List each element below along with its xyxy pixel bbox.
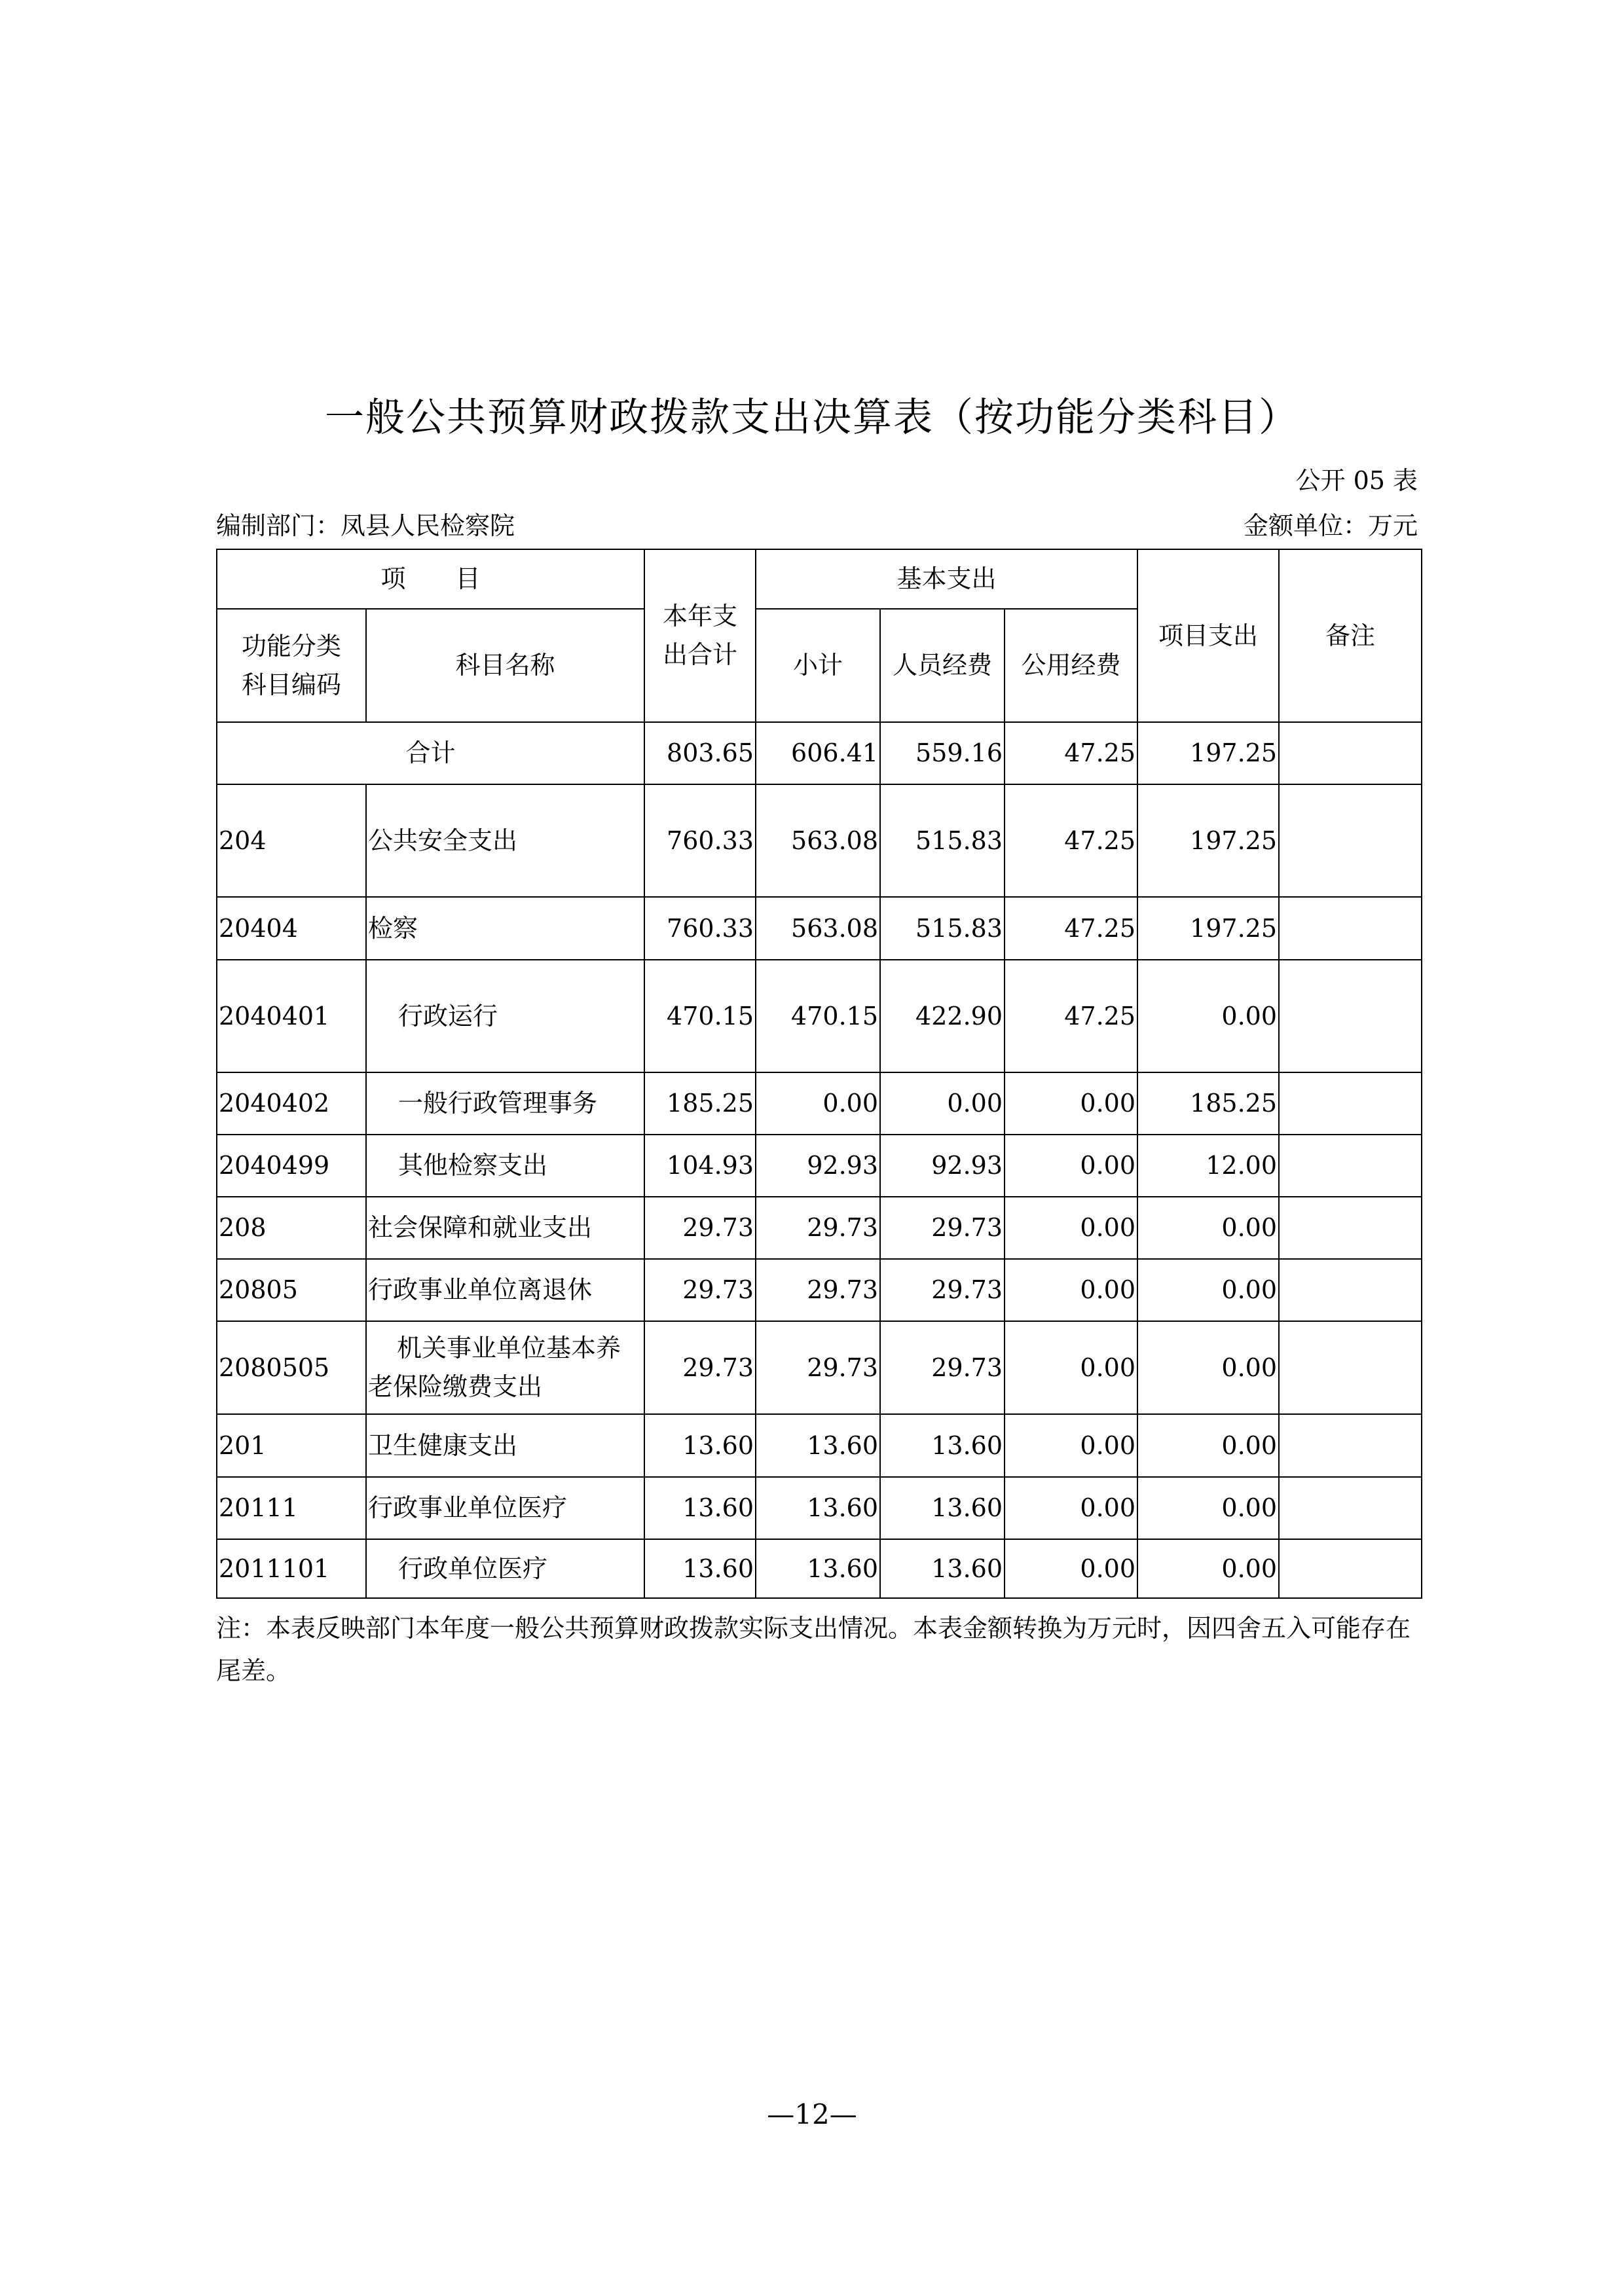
total-public: 47.25 xyxy=(1005,722,1137,784)
row-remark xyxy=(1279,960,1422,1072)
row-personnel: 0.00 xyxy=(880,1072,1005,1135)
amount-unit-label: 金额单位：万元 xyxy=(1243,511,1418,540)
row-project: 197.25 xyxy=(1137,784,1279,897)
row-personnel: 515.83 xyxy=(880,784,1005,897)
row-name: 行政事业单位医疗 xyxy=(366,1477,644,1539)
row-public: 0.00 xyxy=(1005,1477,1137,1539)
total-remark xyxy=(1279,722,1422,784)
row-total: 760.33 xyxy=(644,897,756,960)
row-total: 13.60 xyxy=(644,1414,756,1477)
row-public: 0.00 xyxy=(1005,1197,1137,1259)
row-total: 185.25 xyxy=(644,1072,756,1135)
row-name: 其他检察支出 xyxy=(366,1135,644,1197)
row-total: 13.60 xyxy=(644,1539,756,1598)
row-subtotal: 563.08 xyxy=(756,784,880,897)
header-public: 公用经费 xyxy=(1005,609,1137,722)
header-row-1 xyxy=(217,549,1422,609)
row-public: 0.00 xyxy=(1005,1414,1137,1477)
row-personnel: 13.60 xyxy=(880,1539,1005,1598)
table-row xyxy=(217,1414,1422,1477)
row-public: 47.25 xyxy=(1005,897,1137,960)
row-total: 29.73 xyxy=(644,1321,756,1414)
row-remark xyxy=(1279,1477,1422,1539)
row-name: 检察 xyxy=(366,897,644,960)
row-project: 0.00 xyxy=(1137,1321,1279,1414)
row-total: 13.60 xyxy=(644,1477,756,1539)
row-name: 行政单位医疗 xyxy=(366,1539,644,1598)
row-subtotal: 13.60 xyxy=(756,1477,880,1539)
department-label: 编制部门：凤县人民检察院 xyxy=(216,511,515,540)
row-code: 204 xyxy=(217,784,366,897)
row-project: 0.00 xyxy=(1137,960,1279,1072)
header-name: 科目名称 xyxy=(366,609,644,722)
row-subtotal: 29.73 xyxy=(756,1197,880,1259)
row-code: 20404 xyxy=(217,897,366,960)
row-name: 社会保障和就业支出 xyxy=(366,1197,644,1259)
table-row xyxy=(217,1072,1422,1135)
row-remark xyxy=(1279,1197,1422,1259)
row-public: 0.00 xyxy=(1005,1259,1137,1321)
row-public: 0.00 xyxy=(1005,1072,1137,1135)
table-number: 公开 05 表 xyxy=(1295,466,1418,495)
row-name: 一般行政管理事务 xyxy=(366,1072,644,1135)
row-code: 2040402 xyxy=(217,1072,366,1135)
page-number: —12— xyxy=(767,2098,857,2130)
header-total: 本年支出合计 xyxy=(644,549,756,722)
row-code: 2040499 xyxy=(217,1135,366,1197)
row-public: 0.00 xyxy=(1005,1539,1137,1598)
row-remark xyxy=(1279,1539,1422,1598)
row-total: 29.73 xyxy=(644,1259,756,1321)
header-remark: 备注 xyxy=(1279,549,1422,722)
row-personnel: 13.60 xyxy=(880,1414,1005,1477)
row-name: 行政事业单位离退休 xyxy=(366,1259,644,1321)
table-row xyxy=(217,1197,1422,1259)
row-project: 12.00 xyxy=(1137,1135,1279,1197)
row-subtotal: 92.93 xyxy=(756,1135,880,1197)
row-subtotal: 0.00 xyxy=(756,1072,880,1135)
total-subtotal: 606.41 xyxy=(756,722,880,784)
table-row xyxy=(217,1539,1422,1598)
row-personnel: 29.73 xyxy=(880,1321,1005,1414)
table-row xyxy=(217,1135,1422,1197)
row-remark xyxy=(1279,784,1422,897)
row-subtotal: 13.60 xyxy=(756,1539,880,1598)
row-total: 29.73 xyxy=(644,1197,756,1259)
row-project: 0.00 xyxy=(1137,1539,1279,1598)
row-code: 208 xyxy=(217,1197,366,1259)
row-public: 47.25 xyxy=(1005,784,1137,897)
row-personnel: 515.83 xyxy=(880,897,1005,960)
expenditure-table xyxy=(216,549,1422,1599)
row-subtotal: 13.60 xyxy=(756,1414,880,1477)
row-name: 机关事业单位基本养老保险缴费支出 xyxy=(366,1321,644,1414)
row-name: 卫生健康支出 xyxy=(366,1414,644,1477)
row-personnel: 29.73 xyxy=(880,1259,1005,1321)
row-code: 2011101 xyxy=(217,1539,366,1598)
row-project: 0.00 xyxy=(1137,1259,1279,1321)
row-remark xyxy=(1279,1135,1422,1197)
row-code: 20805 xyxy=(217,1259,366,1321)
row-personnel: 422.90 xyxy=(880,960,1005,1072)
header-item: 项 目 xyxy=(217,549,644,609)
table-note: 注：本表反映部门本年度一般公共预算财政拨款实际支出情况。本表金额转换为万元时，因四舍五入可能存在尾差。 xyxy=(216,1614,1411,1685)
row-name: 公共安全支出 xyxy=(366,784,644,897)
row-public: 47.25 xyxy=(1005,960,1137,1072)
table-row xyxy=(217,897,1422,960)
header-personnel: 人员经费 xyxy=(880,609,1005,722)
table-row xyxy=(217,960,1422,1072)
row-subtotal: 470.15 xyxy=(756,960,880,1072)
header-subtotal: 小计 xyxy=(756,609,880,722)
total-personnel: 559.16 xyxy=(880,722,1005,784)
row-subtotal: 563.08 xyxy=(756,897,880,960)
table-row xyxy=(217,784,1422,897)
row-personnel: 13.60 xyxy=(880,1477,1005,1539)
row-public: 0.00 xyxy=(1005,1135,1137,1197)
row-code: 20111 xyxy=(217,1477,366,1539)
table-row xyxy=(217,1477,1422,1539)
row-remark xyxy=(1279,1259,1422,1321)
header-project: 项目支出 xyxy=(1137,549,1279,722)
row-total: 470.15 xyxy=(644,960,756,1072)
row-project: 197.25 xyxy=(1137,897,1279,960)
row-public: 0.00 xyxy=(1005,1321,1137,1414)
row-personnel: 92.93 xyxy=(880,1135,1005,1197)
header-basic: 基本支出 xyxy=(756,549,1137,609)
row-subtotal: 29.73 xyxy=(756,1259,880,1321)
row-name: 行政运行 xyxy=(366,960,644,1072)
row-remark xyxy=(1279,1414,1422,1477)
row-remark xyxy=(1279,1321,1422,1414)
row-total: 104.93 xyxy=(644,1135,756,1197)
total-label: 合计 xyxy=(217,722,644,784)
total-row xyxy=(217,722,1422,784)
row-code: 2080505 xyxy=(217,1321,366,1414)
total-project: 197.25 xyxy=(1137,722,1279,784)
row-project: 0.00 xyxy=(1137,1197,1279,1259)
row-remark xyxy=(1279,1072,1422,1135)
row-code: 2040401 xyxy=(217,960,366,1072)
table-row xyxy=(217,1259,1422,1321)
page-title: 一般公共预算财政拨款支出决算表（按功能分类科目） xyxy=(325,395,1299,441)
row-subtotal: 29.73 xyxy=(756,1321,880,1414)
row-project: 0.00 xyxy=(1137,1477,1279,1539)
row-code: 201 xyxy=(217,1414,366,1477)
row-personnel: 29.73 xyxy=(880,1197,1005,1259)
table-row xyxy=(217,1321,1422,1414)
row-remark xyxy=(1279,897,1422,960)
row-project: 185.25 xyxy=(1137,1072,1279,1135)
total-amount: 803.65 xyxy=(644,722,756,784)
row-project: 0.00 xyxy=(1137,1414,1279,1477)
header-code: 功能分类科目编码 xyxy=(217,609,366,722)
row-total: 760.33 xyxy=(644,784,756,897)
